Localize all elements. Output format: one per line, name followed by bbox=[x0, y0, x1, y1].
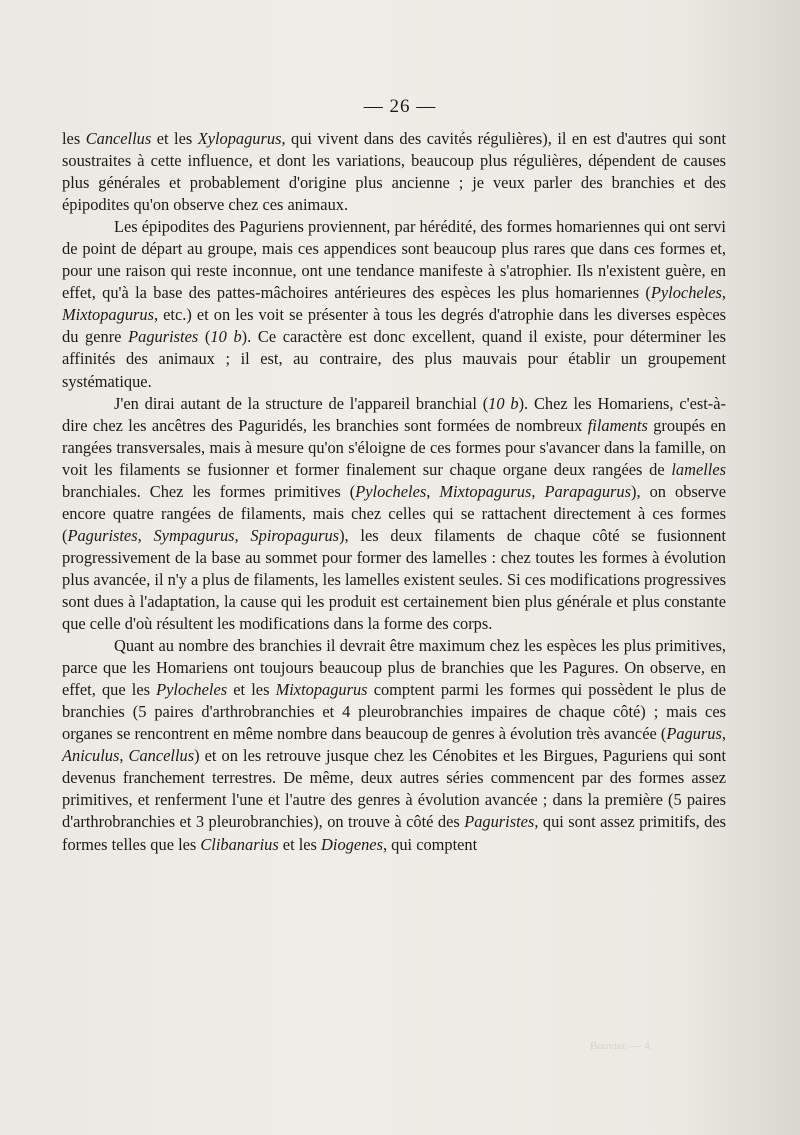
italic-term: Diogenes bbox=[321, 834, 383, 854]
text-run: ( bbox=[198, 327, 211, 347]
italic-term: Pagurus bbox=[666, 724, 722, 744]
italic-term: Sympagurus bbox=[153, 525, 235, 545]
text-run: comptent parmi les formes qui possèdent le plus de branchies (5 paires d'arthrobranchies et 4 pleurobranchies impaires de chaque côté) ; mais ces organes se rencontrent en même nombre dans beaucoup de genres à évolution très avancée ( bbox=[62, 680, 726, 744]
text-run: , qui comptent bbox=[382, 834, 478, 854]
text-run: , bbox=[426, 481, 440, 501]
italic-term: 10 b bbox=[488, 393, 519, 413]
text-run: ), les deux filaments de chaque côté se fusionnent progressivement de la base au sommet pour former des lamelles : chez toutes les formes à évolution plus avancée, il n'y a plus de filaments, les lamelles existent seules. Si ces modifications progressives sont dues à l'adaptation, la cause qui les produit est certainement bien plus générale et plus constante que celle d'où résultent les modifications dans la forme des corps. bbox=[62, 525, 726, 634]
paragraph-1 bbox=[62, 128, 726, 216]
italic-term: 10 b bbox=[210, 327, 242, 347]
text-run: ), on observe encore quatre rangées de filaments, mais chez celles qui se rattachent directement à ces formes ( bbox=[62, 481, 726, 545]
italic-term: filaments bbox=[587, 415, 648, 435]
text-run: Les épipodites des Paguriens proviennent, par hérédité, des formes homariennes qui ont servi de point de départ au groupe, mais ces appendices sont beaucoup plus rares que dans ces formes et, pour une raison qui reste inconnue, ont une tendance manifeste à s'atrophier. Ils n'existent guère, en effet, qu'à la base des pattes-mâchoires antérieures des espèces les plus homariennes ( bbox=[62, 217, 726, 303]
text-run: , bbox=[721, 724, 726, 744]
italic-term: Clibanarius bbox=[200, 834, 279, 854]
text-run: et les bbox=[278, 834, 322, 854]
paragraph-2 bbox=[62, 216, 726, 392]
italic-term: Paguristes bbox=[464, 812, 535, 832]
paragraph-4 bbox=[62, 635, 726, 855]
text-run: , bbox=[721, 283, 726, 303]
text-run: Quant au nombre des branchies il devrait être maximum chez les espèces les plus primitives, parce que les Homariens ont toujours beaucoup plus de branchies que les Pagures. On observe, en effet, que les bbox=[62, 636, 726, 700]
text-run: ). Ce caractère est donc excellent, quand il existe, pour déterminer les affinités des animaux ; il est, au contraire, des plus mauvais pour établir un groupement systématique. bbox=[62, 327, 726, 391]
text-run: , bbox=[234, 525, 251, 545]
italic-term: Pylocheles bbox=[650, 283, 722, 303]
italic-term: Paguristes bbox=[67, 525, 138, 545]
italic-term: Mixtopagurus bbox=[62, 305, 154, 325]
body-text bbox=[62, 128, 726, 856]
italic-term: Pylocheles bbox=[156, 680, 228, 700]
text-run: , bbox=[137, 525, 154, 545]
italic-term: Cancellus bbox=[85, 129, 152, 148]
italic-term: Paguristes bbox=[128, 327, 199, 347]
text-run: J'en dirai autant de la structure de l'appareil branchial ( bbox=[114, 393, 489, 413]
text-run: et les bbox=[151, 129, 198, 148]
text-run: , bbox=[119, 746, 129, 766]
italic-term: Mixtopagurus bbox=[275, 680, 368, 700]
italic-term: Xylopagurus bbox=[197, 129, 282, 148]
italic-term: Parapagurus bbox=[544, 481, 631, 501]
italic-term: lamelles bbox=[671, 459, 726, 479]
text-run: les bbox=[62, 129, 86, 148]
italic-term: Spiropagurus bbox=[250, 525, 340, 545]
text-run: , qui sont assez primitifs, des formes telles que les bbox=[62, 812, 726, 854]
page-number: — 26 — bbox=[363, 96, 437, 117]
italic-term: Pylocheles bbox=[355, 481, 427, 501]
paragraph-3 bbox=[62, 393, 726, 636]
text-run: , etc.) et on les voit se présenter à tous les degrés d'atrophie dans les diverses espèces du genre bbox=[62, 305, 726, 347]
text-run: , qui vivent dans des cavités régulières), il en est d'autres qui sont soustraites à cette influence, et dont les variations, beaucoup plus régulières, dépendent de causes plus générales et probablement d'origine plus ancienne ; je veux parler des branchies et des épipodites qu'on observe chez ces animaux. bbox=[62, 129, 726, 215]
text-run: ) et on les retrouve jusque chez les Cénobites et les Birgues, Paguriens qui sont devenus franchement terrestres. De même, deux autres séries commencent par des formes assez primitives, et renferment l'une et l'autre des genres à évolution avancée ; dans la première (5 paires d'arthrobranchies et 3 pleurobranchies), on trouve à côté des bbox=[62, 746, 727, 832]
italic-term: Aniculus bbox=[62, 746, 120, 766]
text-run: ). Chez les Homariens, c'est-à-dire chez les ancêtres des Paguridés, les branchies sont formées de nombreux bbox=[62, 393, 726, 435]
text-run: groupés en rangées transversales, mais à mesure qu'on s'éloigne de ces formes pour s'avancer dans la famille, on voit les filaments se fusionner et former finalement sur chaque organe deux rangées de bbox=[62, 415, 726, 479]
footer-mark: Bouvier. — 4. bbox=[590, 1040, 653, 1052]
italic-term: Mixtopagurus bbox=[439, 481, 532, 501]
italic-term: Cancellus bbox=[128, 746, 195, 766]
text-run: branchiales. Chez les formes primitives ( bbox=[62, 481, 356, 501]
text-run: et les bbox=[227, 680, 276, 700]
text-run: , bbox=[531, 481, 545, 501]
